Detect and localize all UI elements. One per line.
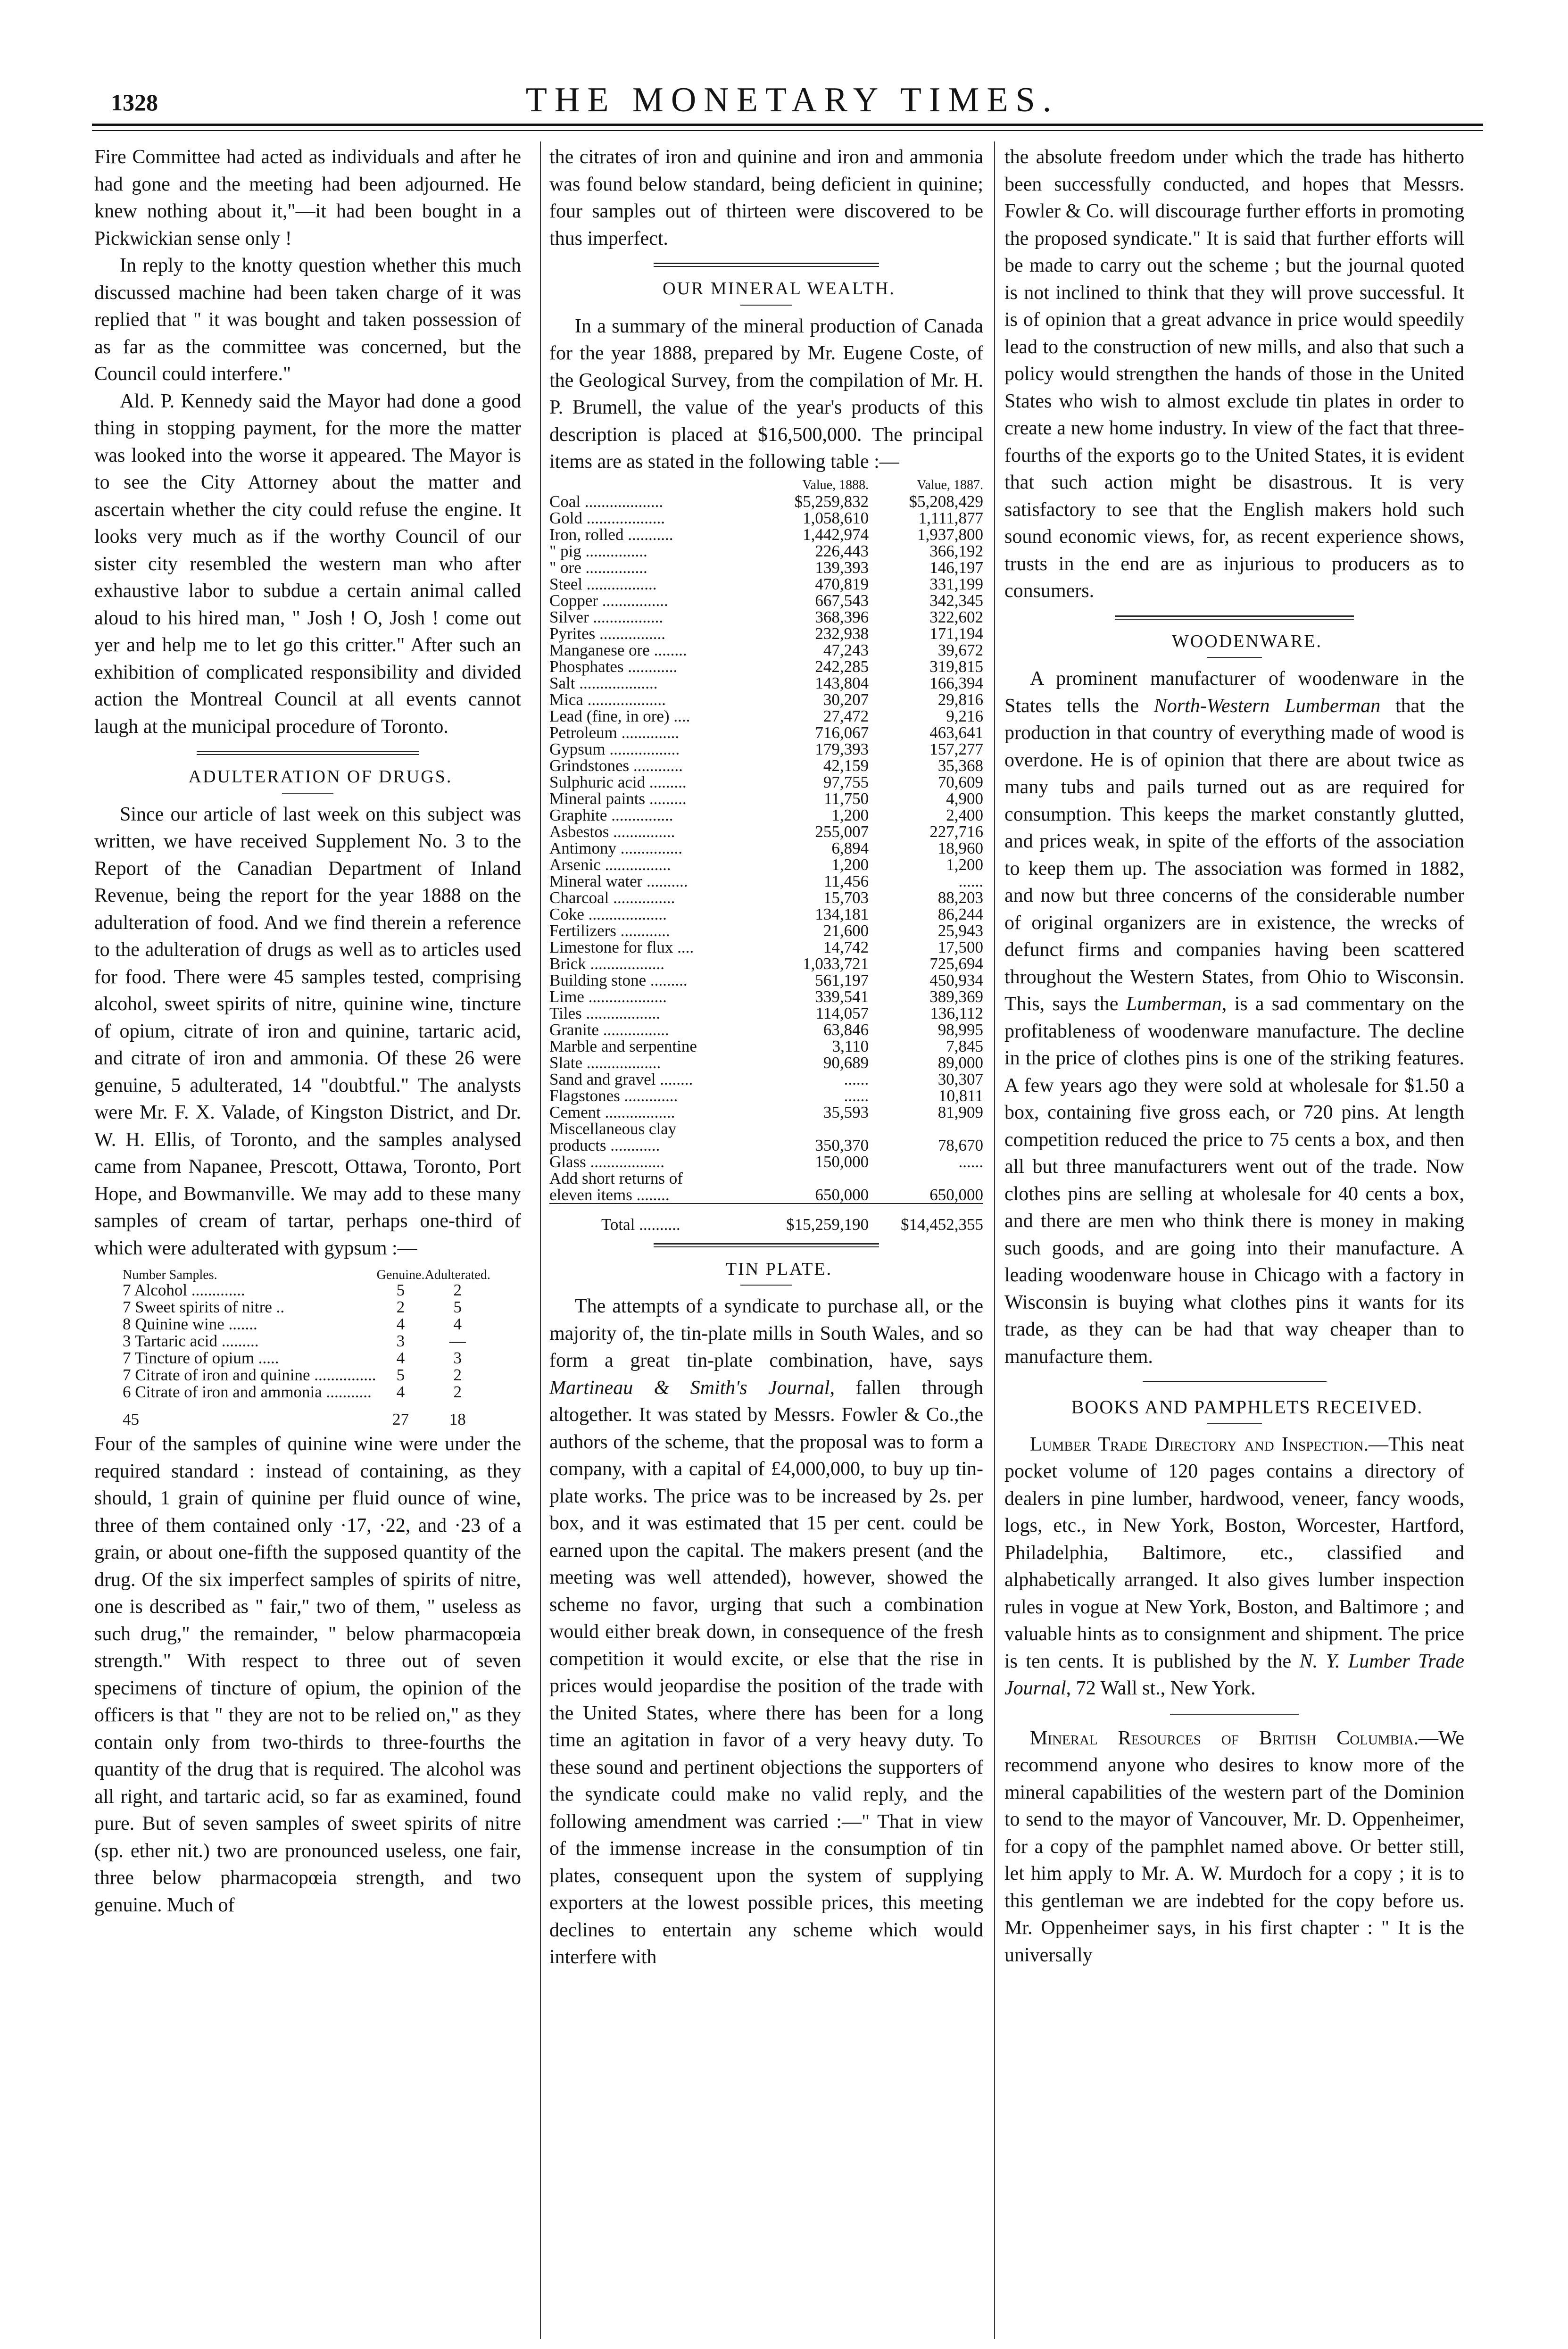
table-row: 6 Citrate of iron and ammonia ........... 4 2 bbox=[123, 1383, 462, 1401]
journal-title: N. Y. Lumber Trade Journal bbox=[1004, 1650, 1464, 1699]
column-1 bbox=[94, 144, 521, 1919]
column-divider bbox=[540, 141, 541, 2339]
table-row: Pyrites ................ 232,938 171,194 bbox=[549, 624, 983, 643]
paragraph: Four of the samples of quinine wine were under the required standard : instead of containing, as they should, 1 grain of quinine per fluid ounce of wine, three of them contained only ·17, ·22, and ·23 of a grain, or about one-fifth the supposed quantity of the drug. Of the six imperfect samples of spirits of nitre, one is described as " fair," two of them, " useless as such drug," the remainder, " below pharmacopœia strength." With respect to three out of seven specimens of tincture of opium, the opinion of the officers is that " they are not to be relied on," as they contain only from two-thirds to three-fourths the quantity of the drug that is required. The alcohol was all right, and tartaric acid, so far as examined, found pure. But of seven samples of sweet spirits of nitre (sp. ether nit.) two are pronounced useless, one fair, three below pharmacopœia strength, and two genuine. Much of bbox=[94, 1433, 521, 1916]
table-row: products ............ 350,370 78,670 bbox=[549, 1136, 983, 1154]
section-heading-books: BOOKS AND PAMPHLETS RECEIVED. bbox=[1071, 1396, 1423, 1418]
drug-samples-table bbox=[123, 1269, 490, 1428]
paragraph: Mineral Resources of British Columbia.—We recommend anyone who desires to know more of the mineral capabilities of the western part of the Dominion to send to the mayor of Vancouver, Mr. D. Oppenheimer, for a copy of the pamphlet named above. Or better still, let him apply to Mr. A. W. Murdoch for a copy ; it is to this gentleman we are indebted for the copy before us. Mr. Oppenheimer says, in his first chapter : " It is the universally bbox=[1004, 1727, 1464, 1966]
table-header bbox=[549, 477, 754, 493]
table-row: Gold ................... 1,058,610 1,111,877 bbox=[549, 508, 983, 527]
table-row: Lime ................... 339,541 389,369 bbox=[549, 987, 983, 1006]
table-row: Silver ................. 368,396 322,602 bbox=[549, 607, 983, 626]
table-row: 3 Tartaric acid ......... 3 — bbox=[123, 1332, 466, 1350]
table-row: Iron, rolled ........... 1,442,974 1,937,800 bbox=[549, 525, 983, 544]
table-row: Sand and gravel ........ ...... 30,307 bbox=[549, 1070, 983, 1088]
table-row: Brick .................. 1,033,721 725,694 bbox=[549, 954, 983, 973]
mineral-production-table bbox=[549, 477, 983, 1233]
header-rule-thin bbox=[92, 130, 1483, 131]
column-2 bbox=[549, 144, 983, 1971]
paragraph: Ald. P. Kennedy said the Mayor had done a good thing in stopping payment, for the more the matter was looked into the worse it appeared. The Mayor is to see the City Attorney about the matter and ascertain whether the city could refuse the engine. It looks very much as if the worthy Council of our sister city resembled the western man who after exhaustive labor to subdue a certain animal called aloud to his hired man, " Josh ! O, Josh ! come out yer and help me to let go this critter." After such an exhibition of complicated responsibility and divided action the Montreal Council at all events cannot laugh at the municipal procedure of Toronto. bbox=[94, 390, 521, 738]
table-row: Mica ................... 30,207 29,816 bbox=[549, 690, 983, 709]
paragraph: Lumber Trade Directory and Inspection.—This neat pocket volume of 120 pages contains a directory of dealers in pine lumber, hardwood, veneer, fancy woods, logs, etc., in New York, Boston, Worcester, Hartford, Philadelphia, Baltimore, etc., classified and alphabetically arranged. It also gives lumber inspection rules in vogue at New York, Boston, and Baltimore ; and valuable hints as to consignment and shipment. The price is ten cents. It is published by the N. Y. Lumber Trade Journal, 72 Wall st., New York. bbox=[1004, 1433, 1464, 1699]
table-row: Fertilizers ............ 21,600 25,943 bbox=[549, 921, 983, 940]
table-header: Number Samples. bbox=[123, 1268, 217, 1282]
table-total-row: 45 27 18 bbox=[123, 1410, 466, 1428]
table-row: 7 Sweet spirits of nitre .. 2 5 bbox=[123, 1298, 462, 1316]
journal-title: North-Western Lumberman bbox=[1153, 695, 1381, 717]
paragraph: A prominent manufacturer of woodenware in the States tells the North-Western Lumberman that the production in that country of everything made of wood is overdone. He is of opinion that there are about twice as many tubs and pails turned out as are required for consumption. This keeps the market constantly glutted, and prices weak, in spite of the efforts of the association to keep them up. The association was formed in 1882, and now but three concerns of the considerable number of original organizers are in existence, the wrecks of defunct firms and companies having been scattered throughout the Western States, from Ohio to Wisconsin. This, says the Lumberman, is a sad commentary on the profitableness of woodenware manufacture. The decline in the price of clothes pins is one of the striking features. A few years ago they were sold at wholesale for $1.50 a box, containing five gross each, or 720 pins. At length competition reduced the price to 75 cents a box, and then all but three manufacturers went out of the trade. Now clothes pins are selling at wholesale for 40 cents a box, and there are men who think there is money in making such goods, and are going into their manufacture. A leading woodenware house in Chicago with a factory in Wisconsin is buying what clothes pins it wants for its trade, as they can be had that way cheaper than to manufacture them. bbox=[1004, 668, 1465, 1368]
table-row: Graphite ............... 1,200 2,400 bbox=[549, 805, 983, 824]
table-row: Arsenic ................ 1,200 1,200 bbox=[549, 855, 983, 874]
page-number: 1328 bbox=[111, 89, 158, 116]
masthead-title: THE MONETARY TIMES. bbox=[525, 81, 1059, 119]
table-row: Antimony ............... 6,894 18,960 bbox=[549, 838, 983, 857]
section-heading-adulteration: ADULTERATION OF DRUGS. bbox=[188, 767, 453, 787]
table-row: Copper ................ 667,543 342,345 bbox=[549, 591, 983, 610]
paragraph: the citrates of iron and quinine and iron and ammonia was found below standard, being deficient in quinine; four samples out of thirteen were discovered to be thus imperfect. bbox=[549, 146, 983, 249]
table-header: Adulterated. bbox=[424, 1268, 490, 1282]
table-row: 7 Alcohol ............. 5 2 bbox=[123, 1281, 462, 1299]
header-rule bbox=[92, 124, 1483, 126]
section-divider bbox=[654, 1243, 879, 1245]
table-row: Grindstones ............ 42,159 35,368 bbox=[549, 756, 983, 775]
table-row: Coke ................... 134,181 86,244 bbox=[549, 905, 983, 923]
paragraph: Since our article of last week on this subject was written, we have received Supplement No. 3 to the Report of the Canadian Department of Inland Revenue, being the report for the year 1888 on the adulteration of food. And we find therein a reference to the adulteration of drugs as well as to articles used for food. There were 45 samples tested, comprising alcohol, sweet spirits of nitre, quinine wine, tincture of opium, citrate of iron and quinine, tartaric acid, and citrate of iron and ammonia. Of these 26 were genuine, 5 adulterated, 14 "doubtful." The analysts were Mr. F. X. Valade, of Kingston District, and Dr. W. H. Ellis, of Toronto, and the samples analysed came from Napanee, Prescott, Ottawa, Toronto, Port Hope, and Bowmanville. We may add to these many samples of cream of tartar, perhaps one-third of which were adulterated with gypsum :— bbox=[94, 803, 521, 1259]
table-row: Asbestos ............... 255,007 227,716 bbox=[549, 822, 983, 841]
column-divider bbox=[994, 141, 995, 2339]
section-divider bbox=[1115, 619, 1354, 620]
table-row: Coal ................... $5,259,832 $5,208,429 bbox=[549, 492, 983, 511]
heading-rule bbox=[1207, 657, 1262, 658]
heading-rule bbox=[1207, 1423, 1262, 1424]
table-row: Manganese ore ........ 47,243 39,672 bbox=[549, 640, 983, 659]
table-row: Flagstones ............. ...... 10,811 bbox=[549, 1086, 983, 1105]
table-row: Salt ................... 143,804 166,394 bbox=[549, 673, 983, 692]
table-row: Phosphates ............ 242,285 319,815 bbox=[549, 657, 983, 676]
table-row: Lead (fine, in ore) .... 27,472 9,216 bbox=[549, 706, 983, 725]
table-row: Mineral water .......... 11,456 ...... bbox=[549, 872, 983, 890]
section-divider bbox=[654, 266, 879, 267]
heading-rule bbox=[282, 793, 333, 794]
table-row: Building stone ......... 561,197 450,934 bbox=[549, 971, 983, 989]
paragraph: Fire Committee had acted as individuals and after he had gone and the meeting had been adjourned. He knew nothing about it,"—it had been bought in a Pickwickian sense only ! bbox=[94, 146, 521, 249]
section-divider bbox=[654, 1246, 879, 1247]
table-row: Miscellaneous clay bbox=[549, 1119, 677, 1138]
heading-rule bbox=[740, 1285, 792, 1286]
paragraph: The attempts of a syndicate to purchase all, or the majority of, the tin-plate mills in South Wales, and so form a great tin-plate combination, have, says Martineau & Smith's Journal, fallen through altogether. It was stated by Messrs. Fowler & Co.,the authors of the scheme, that the proposal was to form a company, with a capital of £4,000,000, to buy up tin-plate works. The price was to be increased by 2s. per box, and it was estimated that 15 per cent. could be earned upon the capital. The makers present (and the meeting was well attended), however, showed the scheme no favor, urging that such a combination would either break down, in consequence of the fresh competition it would excite, or else that the rise in prices would jeopardise the position of the trade with the United States, where there has been for a long time an agitation in favor of a very heavy duty. To these sound and pertinent objections the supporters of the syndicate could make no valid reply, and the following amendment was carried :—" That in view of the immense increase in the consumption of tin plates, consequent upon the system of supplying exporters at the lowest possible prices, this meeting declines to entertain any scheme which would interfere with bbox=[549, 1295, 983, 1968]
paragraph: In a summary of the mineral production of Canada for the year 1888, prepared by Mr. Eugene Coste, of the Geological Survey, from the compilation of Mr. H. P. Brumell, the value of the year's products of this description is placed at $16,500,000. The principal items are as stated in the following table :— bbox=[549, 315, 983, 473]
item-title: Mineral Resources of British Columbia. bbox=[1030, 1727, 1419, 1749]
section-divider bbox=[197, 751, 419, 752]
table-row: Cement ................. 35,593 81,909 bbox=[549, 1103, 983, 1121]
section-divider bbox=[654, 263, 879, 264]
table-row: 7 Citrate of iron and quinine ............... 5 2 bbox=[123, 1366, 462, 1384]
table-row: Limestone for flux .... 14,742 17,500 bbox=[549, 938, 983, 956]
item-title: Lumber Trade Directory and Inspection. bbox=[1030, 1433, 1369, 1455]
paragraph: In reply to the knotty question whether this much discussed machine had been taken charge of it was replied that " it was bought and taken possession of as far as the committee was concerned, but the Council could interfere." bbox=[94, 255, 521, 385]
section-divider bbox=[197, 754, 419, 755]
column-3 bbox=[1004, 144, 1464, 1969]
journal-title: Lumberman bbox=[1126, 993, 1222, 1015]
item-divider bbox=[1170, 1714, 1299, 1715]
table-row: Sulphuric acid ......... 97,755 70,609 bbox=[549, 772, 983, 791]
journal-title: Martineau & Smith's Journal bbox=[549, 1377, 830, 1399]
section-divider bbox=[1115, 615, 1354, 617]
table-row: Slate .................. 90,689 89,000 bbox=[549, 1053, 983, 1072]
table-row: " pig ............... 226,443 366,192 bbox=[549, 541, 983, 560]
table-row: Granite ................ 63,846 98,995 bbox=[549, 1020, 983, 1039]
table-row: " ore ............... 139,393 146,197 bbox=[549, 558, 983, 577]
heading-rule bbox=[740, 305, 792, 306]
section-heading-tin-plate: TIN PLATE. bbox=[725, 1259, 833, 1279]
table-row: Charcoal ............... 15,703 88,203 bbox=[549, 888, 983, 907]
table-row: 7 Tincture of opium ..... 4 3 bbox=[123, 1349, 462, 1367]
table-row: Gypsum ................. 179,393 157,277 bbox=[549, 739, 983, 758]
table-row: Mineral paints ......... 11,750 4,900 bbox=[549, 789, 983, 808]
paragraph: the absolute freedom under which the trade has hitherto been successfully conducted, and hopes that Messrs. Fowler & Co. will discourage further efforts in promoting the proposed syndicate." It is said that further efforts will be made to carry out the scheme ; but the journal quoted is not inclined to think that they will prove successful. It is of opinion that a great advance in price would speedily lead to the construction of new mills, and also that such a policy would strengthen the hands of those in the United States who wish to almost exclude tin plates in order to create a new home industry. In view of the fact that three-fourths of the exports go to the United States, it is evident that such action might be disastrous. It is very satisfactory to see that the English makers hold such sound economic views, for, as recent experience shows, trusts in the end are as injurious to producers as to consumers. bbox=[1004, 146, 1464, 602]
table-header: Value, 1887. bbox=[917, 477, 983, 492]
table-total-row: Total .......... $15,259,190 $14,452,355 bbox=[601, 1215, 983, 1234]
table-row: Add short returns of bbox=[549, 1169, 683, 1187]
table-header: Value, 1888. bbox=[802, 477, 869, 492]
table-header: Genuine. bbox=[376, 1268, 425, 1282]
table-row: Steel ................. 470,819 331,199 bbox=[549, 574, 983, 593]
table-row: Glass .................. 150,000 ...... bbox=[549, 1152, 983, 1171]
table-row: Petroleum .............. 716,067 463,641 bbox=[549, 723, 983, 742]
section-heading-mineral-wealth: OUR MINERAL WEALTH. bbox=[663, 279, 896, 299]
section-heading-woodenware: WOODENWARE. bbox=[1171, 631, 1322, 651]
table-row: Marble and serpentine 3,110 7,845 bbox=[549, 1037, 983, 1055]
table-row: 8 Quinine wine ....... 4 4 bbox=[123, 1315, 462, 1333]
section-divider bbox=[1143, 1381, 1327, 1382]
table-row: eleven items ........ 650,000 650,000 bbox=[549, 1185, 983, 1204]
table-row: Tiles .................. 114,057 136,112 bbox=[549, 1004, 983, 1022]
